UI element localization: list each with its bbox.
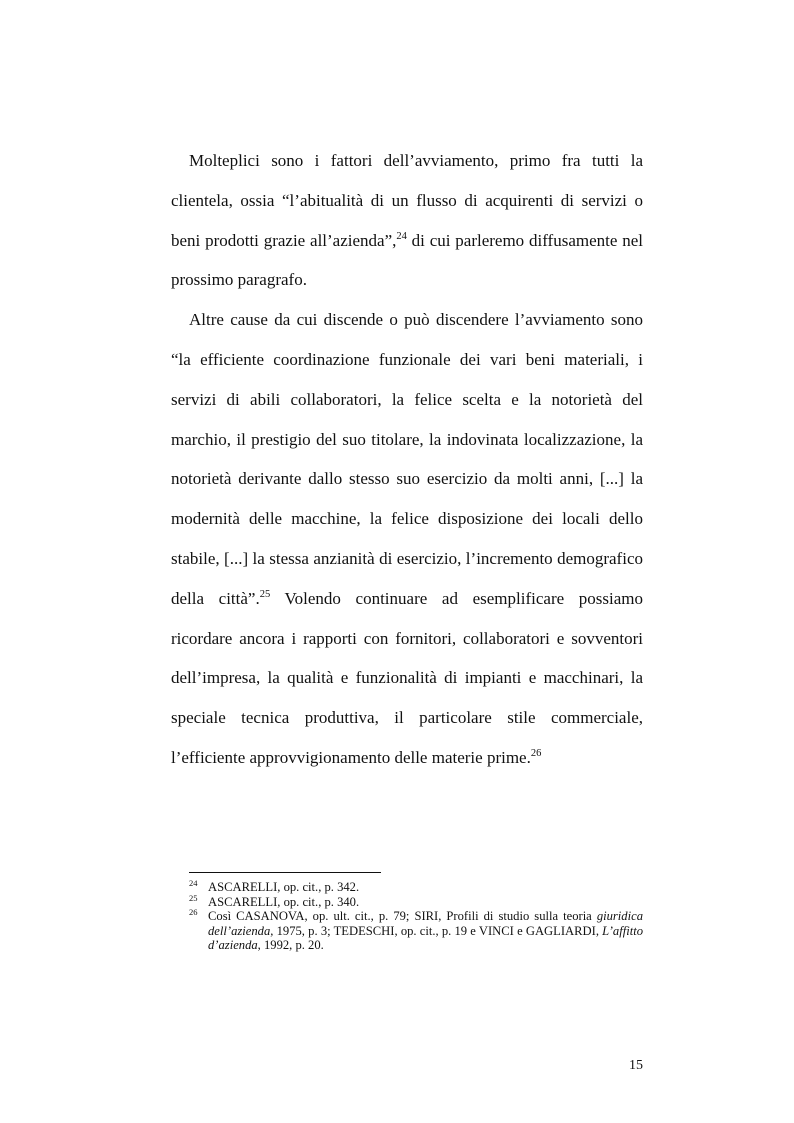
footnote-separator: [189, 872, 381, 873]
paragraph-1-text-b: di cui parleremo diffusamente nel prossimo paragrafo.: [171, 230, 643, 290]
footnote-title-italic: giuridica dell’azienda: [208, 909, 643, 938]
footnote-text-c: , 1975, p. 3; TEDESCHI, op. cit., p. 19 e VINCI e GAGLIARDI,: [270, 923, 603, 938]
footnote-ref-24: 24: [396, 230, 407, 242]
footnote-24: [189, 880, 643, 895]
footnote-26: [189, 909, 643, 953]
paragraph-1-text-a: Molteplici sono i fattori dell’avviamento, primo fra tutti la clientela, ossia “l’abitualità di un flusso di acquirenti di servizi o beni prodotti grazie all’azienda”,: [171, 151, 643, 250]
footnote-text-a: Così CASANOVA, op. ult. cit., p. 79; SIRI, Profili di studio sulla teoria: [208, 909, 597, 924]
footnote-number: 24: [189, 878, 198, 888]
paragraph-1: [171, 141, 643, 300]
footnote-ref-25: 25: [259, 588, 271, 600]
footnotes: [189, 880, 643, 953]
paragraph-2: [171, 300, 643, 778]
page-number: 15: [629, 1058, 643, 1073]
footnote-ref-26: 26: [530, 747, 542, 759]
footnote-title-italic-2: L’affitto d’azienda: [208, 923, 643, 953]
body-text: [171, 141, 643, 778]
footnote-number: 26: [189, 907, 198, 918]
paragraph-2-text-a: Altre cause da cui discende o può discendere l’avviamento sono “la efficiente coordinazione funzionale dei vari beni materiali, i servizi di abili collaboratori, la felice scelta e la notorietà del marchio, il prestigio del suo titolare, la indovinata localizzazione, la notorietà derivante dallo stesso suo esercizio da molti anni, [...] la modernità delle macchine, la felice disposizione dei locali dello stabile, [...] la stessa anzianità di esercizio, l’incremento demografico della città”.: [171, 310, 643, 608]
footnote-text: ASCARELLI, op. cit., p. 342.: [208, 880, 360, 894]
footnote-text: ASCARELLI, op. cit., p. 340.: [208, 894, 360, 909]
footnote-25: [189, 892, 643, 910]
footnote-text-e: , 1992, p. 20.: [257, 938, 324, 953]
footnote-number: 25: [189, 892, 198, 903]
paragraph-2-text-b: Volendo continuare ad esemplificare possiamo ricordare ancora i rapporti con fornitori, collaboratori e sovventori dell’impresa, la qualità e funzionalità di impianti e macchinari, la speciale tecnica produttiva, il particolare stile commerciale, l’efficiente approvvigionamento delle materie prime.: [171, 588, 644, 767]
